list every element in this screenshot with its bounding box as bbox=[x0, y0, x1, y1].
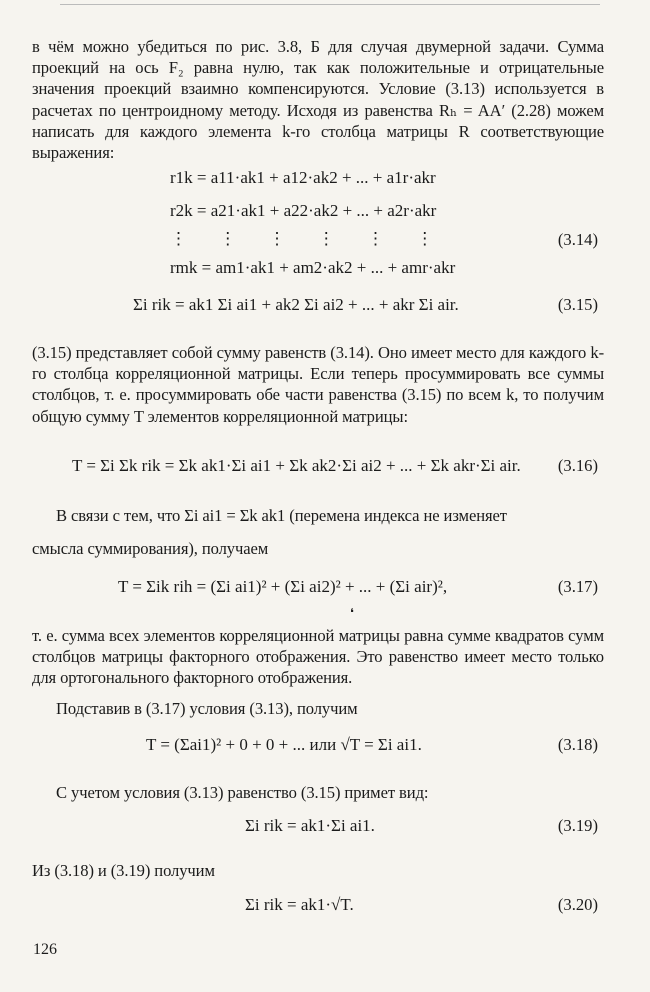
equation-3-14-dots bbox=[170, 228, 447, 249]
paragraph-6 bbox=[32, 782, 604, 803]
equation-3-14-row-3 bbox=[170, 257, 455, 278]
equation-3-14-dots-text: ⋮ ⋮ ⋮ ⋮ ⋮ ⋮ bbox=[170, 229, 448, 248]
equation-number-3-20: (3.20) bbox=[557, 895, 598, 914]
paragraph-1-text: в чём можно убедиться по рис. 3.8, Б для случая двумерной задачи. Сумма проекций на ось F₂ равна нулю, так как положительные и отрицательные значения проекций взаимно компенсируются. Условие (3.13) используется в расчетах по центроидному методу. Исходя из равенства Rₕ = AA′ (2.28) можем написать для каждого элемента k-го столбца матрицы R соответствующие выражения: bbox=[32, 37, 604, 163]
paragraph-1 bbox=[32, 36, 604, 163]
equation-3-18 bbox=[146, 734, 422, 755]
equation-3-14-row-2 bbox=[170, 200, 436, 221]
paragraph-2 bbox=[32, 342, 604, 427]
paragraph-6-text: С учетом условия (3.13) равенство (3.15) примет вид: bbox=[56, 783, 429, 802]
equation-number-3-18: (3.18) bbox=[557, 735, 598, 754]
equation-3-14-row-3-text: rmk = am1·ak1 + am2·ak2 + ... + amr·akr bbox=[170, 258, 456, 277]
equation-3-16-text: T = Σi Σk rik = Σk ak1·Σi ai1 + Σk ak2·Σi ai2 + ... + Σk akr·Σi air. bbox=[72, 456, 521, 475]
paragraph-3-suffix: (перемена индекса не изменяет bbox=[289, 506, 507, 525]
page-top-rule bbox=[60, 4, 600, 5]
paragraph-5-text: Подставив в (3.17) условия (3.13), получим bbox=[56, 699, 358, 718]
paragraph-4-text: т. е. сумма всех элементов корреляционной матрицы равна сумме квадратов сумм столбцов матрицы факторного отображения. Это равенство имеет место только для ортогонального факторного отображения. bbox=[32, 626, 604, 688]
page-number: 126 bbox=[33, 941, 57, 958]
paragraph-3-formula: Σi ai1 = Σk ak1 bbox=[184, 506, 286, 525]
equation-3-14-row-1 bbox=[170, 167, 436, 188]
equation-number-3-19: (3.19) bbox=[557, 816, 598, 835]
paragraph-7 bbox=[32, 860, 604, 881]
equation-3-19 bbox=[245, 815, 375, 836]
paragraph-5 bbox=[32, 698, 604, 719]
equation-number-3-15: (3.15) bbox=[557, 295, 598, 314]
equation-3-17 bbox=[118, 576, 447, 597]
equation-3-15 bbox=[133, 294, 459, 315]
paragraph-7-text: Из (3.18) и (3.19) получим bbox=[32, 861, 215, 880]
paragraph-2-text: (3.15) представляет собой сумму равенств (3.14). Оно имеет место для каждого k-го столбца корреляционной матрицы. Если теперь просуммировать все суммы столбцов, т. е. просуммировать обе части равенства (3.15) по всем k, то получим общую сумму T элементов корреляционной матрицы: bbox=[32, 343, 604, 426]
equation-3-17-text: T = Σik rih = (Σi ai1)² + (Σi ai2)² + ... + (Σi air)², bbox=[118, 577, 448, 596]
equation-3-20 bbox=[245, 894, 354, 915]
equation-number-3-17: (3.17) bbox=[557, 577, 598, 596]
paragraph-4 bbox=[32, 625, 604, 689]
equation-3-16 bbox=[72, 455, 521, 476]
equation-3-19-text: Σi rik = ak1·Σi ai1. bbox=[245, 816, 375, 835]
paragraph-3-line-2-text: смысла суммирования), получаем bbox=[32, 539, 269, 558]
paragraph-3-prefix: В связи с тем, что bbox=[56, 506, 181, 525]
equation-number-3-16: (3.16) bbox=[557, 456, 598, 475]
equation-3-18-text: T = (Σai1)² + 0 + 0 + ... или √T = Σi ai1. bbox=[146, 735, 422, 754]
equation-3-20-text: Σi rik = ak1·√T. bbox=[245, 895, 354, 914]
equation-3-14-row-1-text: r1k = a11·ak1 + a12·ak2 + ... + a1r·akr bbox=[170, 168, 436, 187]
equation-3-14-row-2-text: r2k = a21·ak1 + a22·ak2 + ... + a2r·akr bbox=[170, 201, 437, 220]
equation-3-15-text: Σi rik = ak1 Σi ai1 + ak2 Σi ai2 + ... + akr Σi air. bbox=[133, 295, 459, 314]
equation-number-3-14: (3.14) bbox=[557, 230, 598, 249]
paragraph-3-line-2 bbox=[32, 538, 604, 559]
ink-speck-mark: ❛ bbox=[350, 606, 354, 620]
paragraph-3 bbox=[32, 505, 604, 526]
